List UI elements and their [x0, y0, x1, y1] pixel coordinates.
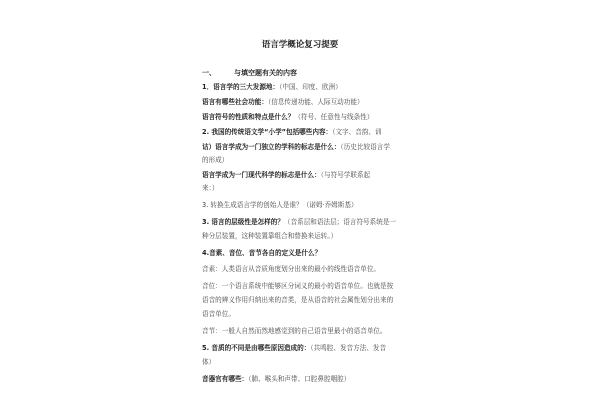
answer-text: （文字、音韵、训 — [332, 128, 382, 136]
text-line — [202, 143, 417, 152]
answer-text: 语音的辨义作用归纳出来的音类，是从语音的社会属性划分出来的 — [202, 296, 394, 304]
text-line — [202, 265, 417, 274]
text-line — [202, 83, 417, 92]
answer-text: 音素：人类语言从音质角度划分出来的最小的线性语音单位。 — [202, 265, 381, 273]
question-text: 语言有哪些社会功能： — [202, 98, 268, 106]
answer-text: （中国、印度、欧洲） — [279, 83, 342, 91]
answer-text: （历史比较语言学 — [340, 143, 390, 151]
text-line — [202, 358, 417, 367]
section-number: 一、 — [202, 69, 216, 77]
text-line — [202, 156, 417, 165]
text-line — [202, 344, 417, 353]
text-line — [202, 113, 417, 122]
text-line — [202, 375, 417, 384]
question-text: 5. 音质的不同是由哪些原因造成的： — [202, 344, 311, 352]
answer-text: 体） — [202, 358, 216, 366]
question-text: 4.音素、音位、音节各自的定义是什么？ — [202, 249, 322, 257]
answer-text: 音节：一般人自然而然地感觉到的自己语音里最小的语音单位。 — [202, 327, 387, 335]
document-title: 语言学概论复习提要 — [261, 40, 339, 50]
question-text: 音器官有哪些： — [202, 375, 249, 383]
question-text: 语言符号的性质和特点是什么？ — [202, 113, 295, 121]
question-text: 2. 我国的传统语文学“小学”包括哪些内容： — [202, 128, 333, 136]
text-line — [202, 218, 417, 227]
section-heading — [202, 68, 297, 78]
section-label: 与填空题有关的内容 — [234, 69, 297, 77]
answer-text: （信息传递功能、人际互动功能） — [267, 98, 364, 106]
answer-text: 语音单位。 — [202, 310, 235, 318]
answer-text: 种分层装置，这种装置靠组合和替换来运转。） — [202, 232, 338, 240]
text-line — [202, 201, 417, 210]
text-line — [202, 249, 417, 258]
question-text: 3. 语言的层级性是怎样的？ — [202, 218, 284, 226]
text-line — [202, 184, 417, 193]
answer-text: 3. 转换生成语言学的创始人是谁？（诺姆·乔姆斯基） — [202, 201, 358, 209]
text-line — [202, 310, 417, 319]
answer-text: （肺、喉头和声带、口腔鼻腔咽腔） — [248, 375, 351, 383]
text-line — [202, 282, 417, 291]
text-line — [202, 296, 417, 305]
answer-text: （共鸣腔、发音方法、发音 — [310, 344, 387, 352]
text-line — [202, 98, 417, 107]
answer-text: （音系层和语法层；语言符号系统是一 — [283, 218, 397, 226]
answer-text: （符号、任意性与线条性） — [294, 113, 374, 121]
text-line — [202, 128, 417, 137]
answer-text: 音位：一个语言系统中能够区分词义的最小的语音单位。也就是按 — [202, 282, 394, 290]
text-line — [202, 171, 417, 180]
question-text: 诂）语言学成为一门独立的学科的标志是什么： — [202, 143, 341, 151]
text-line — [202, 327, 417, 336]
question-text: 语言学成为一门现代科学的标志是什么： — [202, 171, 321, 179]
answer-text: 来：） — [202, 184, 219, 192]
answer-text: （与符号学联系起 — [320, 171, 371, 179]
question-text: 1．语言学的三大发源地： — [202, 83, 280, 91]
text-line — [202, 232, 417, 241]
answer-text: 的形成） — [202, 156, 229, 164]
